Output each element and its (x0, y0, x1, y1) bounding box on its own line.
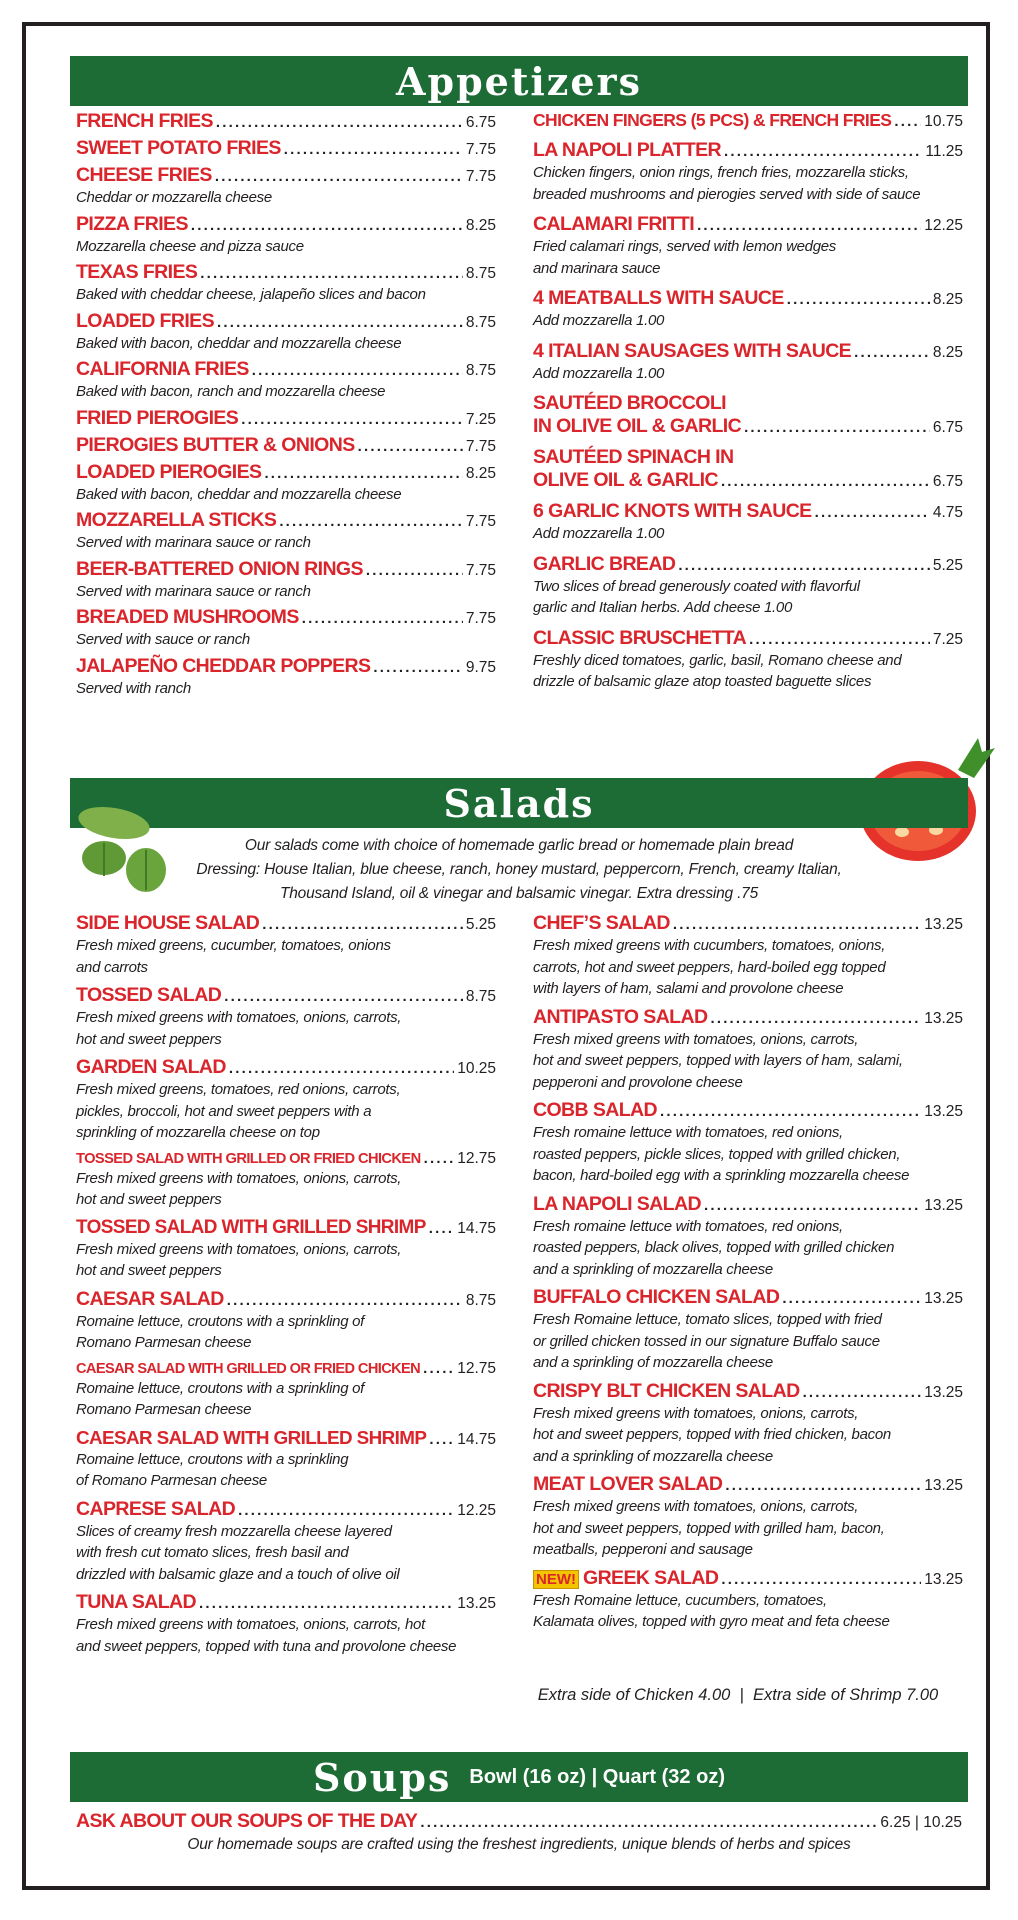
item-description: Fresh romaine lettuce with tomatoes, red onions, roasted peppers, pickle slices, topped with grilled chicken, bacon, hard-boiled egg with a sprinkling mozzarella cheese (533, 1124, 910, 1184)
dot-leader (724, 143, 922, 160)
menu-item (76, 110, 496, 133)
item-name: GREEK SALAD (583, 1566, 719, 1589)
dot-leader (262, 916, 463, 933)
item-name: 4 ITALIAN SAUSAGES WITH SAUCE (533, 339, 852, 362)
salads-title: Salads (443, 780, 595, 826)
item-description: Baked with bacon, ranch and mozzarella cheese (76, 383, 386, 400)
dot-leader (678, 557, 930, 574)
item-price: 13.25 (924, 1196, 963, 1214)
item-price: 6.75 (932, 473, 963, 490)
item-name: JALAPEÑO CHEDDAR POPPERS (76, 654, 371, 677)
item-price: 7.75 (465, 513, 496, 530)
item-name: CLASSIC BRUSCHETTA (533, 626, 747, 649)
dot-leader (241, 411, 463, 428)
item-description: Baked with bacon, cheddar and mozzarella cheese (76, 485, 402, 503)
item-name: TOSSED SALAD WITH GRILLED SHRIMP (76, 1216, 426, 1238)
item-description: Served with marinara sauce or ranch (76, 534, 311, 551)
item-description: Fresh mixed greens with tomatoes, onions, carrots, hot and sweet peppers, topped with fried chicken, bacon and a sprinkling of mozzarella cheese (533, 1404, 891, 1465)
item-name: LA NAPOLI PLATTER (533, 139, 722, 161)
menu-item (76, 461, 496, 506)
menu-item (76, 407, 496, 430)
menu-item (533, 287, 963, 332)
menu-item (533, 139, 963, 205)
item-description: Cheddar or mozzarella cheese (76, 189, 272, 206)
appetizers-title: Appetizers (396, 58, 642, 104)
dot-leader (673, 916, 921, 933)
dot-leader (710, 1010, 921, 1027)
item-name: CALAMARI FRITTI (533, 213, 695, 235)
menu-item (76, 1427, 496, 1492)
item-name: CAESAR SALAD (76, 1287, 224, 1310)
dot-leader (744, 419, 930, 436)
item-description: Chicken fingers, onion rings, french fries, mozzarella sticks, breaded mushrooms and pierogies served with side of sauce (533, 164, 921, 203)
menu-item (533, 340, 963, 385)
soup-price: 6.25 | 10.25 (880, 1814, 962, 1831)
item-price: 13.25 (924, 1383, 963, 1401)
menu-item (76, 984, 496, 1050)
item-price: 5.25 (932, 556, 963, 574)
dot-leader (725, 1477, 921, 1494)
dot-leader (894, 113, 921, 130)
item-name: 4 MEATBALLS WITH SAUCE (533, 287, 784, 309)
item-name: SWEET POTATO FRIES (76, 137, 281, 159)
item-description: Fresh mixed greens with tomatoes, onions, carrots, hot and sweet peppers, topped with tuna and provolone cheese (76, 1616, 457, 1655)
item-description: Mozzarella cheese and pizza sauce (76, 237, 304, 255)
dot-leader (721, 1571, 921, 1588)
item-description: Slices of creamy fresh mozzarella cheese layered with fresh cut tomato slices, fresh basil and drizzled with balsamic glaze and a touch of olive oil (76, 1522, 400, 1583)
dot-leader (215, 168, 463, 185)
dot-leader (199, 1595, 454, 1612)
item-name: CHEF’S SALAD (533, 912, 670, 934)
item-price: 7.75 (465, 168, 496, 185)
dot-leader (429, 1220, 454, 1237)
dot-leader (284, 141, 463, 158)
new-badge: NEW! (533, 1570, 579, 1589)
item-name: BUFFALO CHICKEN SALAD (533, 1286, 780, 1308)
dot-leader (787, 291, 930, 308)
menu-item (76, 606, 496, 651)
soups-item (76, 1810, 962, 1833)
menu-item (76, 261, 496, 306)
menu-item (76, 1288, 496, 1354)
item-description: Fried calamari rings, served with lemon wedges and marinara sauce (533, 238, 836, 277)
item-price: 12.75 (457, 1359, 496, 1377)
item-name: CAESAR SALAD WITH GRILLED OR FRIED CHICKEN (76, 1360, 421, 1377)
menu-item (76, 310, 496, 355)
item-description: Romaine lettuce, croutons with a sprinkling of Romano Parmesan cheese (76, 1379, 365, 1418)
menu-item (76, 912, 496, 978)
item-price: 13.25 (924, 1570, 963, 1588)
dot-leader (279, 513, 463, 530)
menu-item (533, 213, 963, 279)
item-description: Fresh mixed greens, cucumber, tomatoes, onions and carrots (76, 937, 391, 976)
item-description: Served with ranch (76, 679, 191, 697)
item-description: Freshly diced tomatoes, garlic, basil, Romano cheese and drizzle of balsamic glaze atop toasted baguette slices (533, 651, 902, 690)
dot-leader (854, 344, 930, 361)
item-price: 8.25 (465, 216, 496, 234)
item-name: CHICKEN FINGERS (5 PCS) & FRENCH FRIES (533, 110, 892, 130)
salads-intro-line-3: Thousand Island, oil & vinegar and balsamic vinegar. Extra dressing .75 (279, 885, 759, 902)
item-price: 8.75 (465, 313, 496, 331)
item-price: 7.75 (465, 141, 496, 158)
menu-item (533, 627, 963, 693)
dot-leader (229, 1060, 454, 1077)
salads-right-column (533, 912, 963, 1639)
item-price: 13.25 (924, 1103, 963, 1120)
dot-leader (803, 1384, 922, 1401)
item-description: Fresh Romaine lettuce, tomato slices, topped with fried or grilled chicken tossed in our signature Buffalo sauce and a sprinkling of mozzarella cheese (533, 1311, 882, 1371)
item-price: 6.75 (932, 419, 963, 436)
dot-leader (429, 1431, 454, 1448)
dot-leader (238, 1502, 454, 1519)
menu-item (533, 1380, 963, 1468)
item-price: 13.25 (924, 1009, 963, 1027)
item-price: 8.75 (465, 1291, 496, 1309)
dot-leader (782, 1290, 921, 1307)
dot-leader (373, 659, 462, 676)
menu-item (76, 1498, 496, 1586)
item-description: Fresh mixed greens with tomatoes, onions, carrots, hot and sweet peppers (76, 1240, 402, 1279)
dot-leader (358, 438, 463, 455)
item-name: FRIED PIEROGIES (76, 406, 239, 429)
item-price: 7.75 (465, 437, 496, 455)
menu-item (76, 509, 496, 554)
salads-intro (70, 834, 968, 906)
menu-item (533, 1473, 963, 1561)
dot-leader (216, 114, 463, 131)
item-price: 8.75 (465, 988, 496, 1005)
item-description: Fresh mixed greens with tomatoes, onions, carrots, hot and sweet peppers, topped with grilled ham, bacon, meatballs, pepperoni and sausage (533, 1498, 885, 1558)
item-price: 7.75 (465, 610, 496, 627)
item-price: 13.25 (457, 1595, 496, 1612)
item-price: 8.75 (465, 362, 496, 379)
menu-item (533, 110, 963, 131)
item-description: Fresh mixed greens with tomatoes, onions, carrots, hot and sweet peppers, topped with layers of ham, salami, pepperoni and provolone cheese (533, 1030, 903, 1091)
menu-item (533, 1286, 963, 1374)
menu-item (533, 1006, 963, 1094)
dot-leader (423, 1360, 454, 1377)
item-price: 12.25 (457, 1501, 496, 1519)
item-description: Baked with cheddar cheese, jalapeño slices and bacon (76, 286, 426, 303)
appetizers-right-column (533, 110, 963, 701)
item-name: GARLIC BREAD (533, 552, 676, 575)
dot-leader (815, 504, 930, 521)
menu-item (76, 558, 496, 603)
item-price: 10.25 (457, 1060, 496, 1077)
item-price: 7.25 (932, 630, 963, 648)
dot-leader (217, 314, 463, 331)
item-price: 4.75 (932, 504, 963, 521)
dot-leader (200, 265, 463, 282)
item-description: Add mozzarella 1.00 (533, 525, 665, 542)
item-description: Fresh Romaine lettuce, cucumbers, tomatoes, Kalamata olives, topped with gyro meat and feta cheese (533, 1591, 890, 1630)
item-description: Romaine lettuce, croutons with a sprinkling of Romano Parmesan cheese (76, 1312, 365, 1351)
dot-leader (252, 362, 463, 379)
item-description: Add mozzarella 1.00 (533, 312, 665, 329)
item-price: 9.75 (465, 658, 496, 676)
item-description: Romaine lettuce, croutons with a sprinkling of Romano Parmesan cheese (76, 1450, 349, 1489)
item-description: Two slices of bread generously coated with flavorful garlic and Italian herbs. Add cheese 1.00 (533, 577, 860, 616)
menu-item (76, 358, 496, 403)
item-description: Fresh mixed greens with tomatoes, onions, carrots, hot and sweet peppers (76, 1009, 402, 1048)
item-name: 6 GARLIC KNOTS WITH SAUCE (533, 500, 812, 522)
item-description: Served with sauce or ranch (76, 631, 250, 648)
item-name: GARDEN SALAD (76, 1056, 226, 1078)
item-price: 12.75 (457, 1149, 496, 1167)
item-name: BREADED MUSHROOMS (76, 606, 299, 628)
menu-item (533, 1099, 963, 1187)
item-price: 13.25 (924, 1477, 963, 1494)
salad-extras: Extra side of Chicken 4.00 | Extra side of Shrimp 7.00 (537, 1686, 939, 1704)
item-description: Baked with bacon, cheddar and mozzarella cheese (76, 334, 402, 352)
menu-item (76, 1150, 496, 1211)
dot-leader (749, 631, 930, 648)
dot-leader (420, 1814, 877, 1831)
soups-title: Soups (312, 1754, 452, 1800)
menu-item (533, 446, 963, 492)
item-price: 7.75 (465, 561, 496, 579)
appetizers-left-column (76, 110, 496, 703)
dot-leader (302, 610, 463, 627)
item-name: COBB SALAD (533, 1099, 657, 1121)
item-price: 8.25 (465, 464, 496, 482)
salads-banner (70, 778, 968, 828)
dot-leader (264, 465, 462, 482)
salads-intro-line-2: Dressing: House Italian, blue cheese, ranch, honey mustard, peppercorn, French, creamy Italian, (196, 861, 842, 878)
menu-item (533, 1193, 963, 1281)
item-description: Served with marinara sauce or ranch (76, 582, 311, 600)
dot-leader (697, 217, 921, 234)
menu-item (533, 392, 963, 438)
item-price: 8.25 (932, 343, 963, 361)
item-name: MOZZARELLA STICKS (76, 509, 277, 531)
dot-leader (721, 473, 930, 490)
item-name: TOSSED SALAD (76, 984, 222, 1006)
item-price: 14.75 (457, 1219, 496, 1237)
soup-name: ASK ABOUT OUR SOUPS OF THE DAY (76, 1810, 418, 1832)
item-price: 10.75 (924, 113, 963, 130)
item-description: Fresh mixed greens, tomatoes, red onions, carrots, pickles, broccoli, hot and sweet peppers with a sprinkling of mozzarella cheese on top (76, 1081, 401, 1141)
item-price: 13.25 (924, 1290, 963, 1307)
item-name: SAUTÉED BROCCOLI (533, 392, 726, 414)
item-name: IN OLIVE OIL & GARLIC (533, 415, 742, 437)
item-price: 5.25 (465, 916, 496, 933)
dot-leader (424, 1150, 455, 1167)
item-name: LOADED PIEROGIES (76, 460, 262, 483)
item-price: 13.25 (924, 916, 963, 933)
menu-item (76, 1056, 496, 1144)
item-price: 6.75 (465, 114, 496, 131)
item-description: Fresh mixed greens with cucumbers, tomatoes, onions, carrots, hot and sweet peppers, hard-boiled egg topped with layers of ham, salami and provolone cheese (533, 937, 886, 997)
item-name: SAUTÉED SPINACH IN (533, 446, 734, 468)
salads-intro-line-1: Our salads come with choice of homemade garlic bread or homemade plain bread (244, 837, 794, 854)
item-description: Fresh romaine lettuce with tomatoes, red onions, roasted peppers, black olives, topped with grilled chicken and a sprinkling of mozzarella cheese (533, 1217, 895, 1278)
item-price: 14.75 (457, 1430, 496, 1448)
item-name: TOSSED SALAD WITH GRILLED OR FRIED CHICKEN (76, 1150, 421, 1167)
item-name: CRISPY BLT CHICKEN SALAD (533, 1379, 800, 1402)
menu-item (76, 655, 496, 700)
soups-banner (70, 1752, 968, 1802)
menu-item (76, 1217, 496, 1282)
menu-item (533, 500, 963, 545)
dot-leader (191, 217, 463, 234)
item-name: ANTIPASTO SALAD (533, 1005, 708, 1028)
item-price: 8.25 (932, 291, 963, 308)
item-description: Add mozzarella 1.00 (533, 364, 665, 382)
menu-item (533, 1567, 963, 1633)
dot-leader (366, 562, 463, 579)
item-price: 11.25 (925, 143, 963, 160)
item-name: FRENCH FRIES (76, 110, 213, 132)
item-name: TUNA SALAD (76, 1591, 197, 1613)
soups-note: Our homemade soups are crafted using the freshest ingredients, unique blends of herbs and spices (187, 1836, 851, 1853)
item-description: Fresh mixed greens with tomatoes, onions, carrots, hot and sweet peppers (76, 1169, 402, 1208)
menu-item (76, 1360, 496, 1421)
item-name: SIDE HOUSE SALAD (76, 912, 260, 934)
item-name: CAPRESE SALAD (76, 1497, 236, 1520)
dot-leader (704, 1197, 921, 1214)
menu-item (76, 164, 496, 209)
menu-item (533, 553, 963, 619)
item-price: 12.25 (924, 217, 963, 234)
salads-left-column (76, 912, 496, 1663)
item-name: BEER-BATTERED ONION RINGS (76, 557, 363, 580)
dot-leader (224, 988, 463, 1005)
item-name: OLIVE OIL & GARLIC (533, 469, 718, 491)
item-price: 7.25 (465, 410, 496, 428)
menu-item (76, 1591, 496, 1657)
item-price: 8.75 (465, 265, 496, 282)
item-name: MEAT LOVER SALAD (533, 1473, 723, 1495)
dot-leader (227, 1292, 463, 1309)
item-name: PIEROGIES BUTTER & ONIONS (76, 433, 355, 456)
menu-item (533, 912, 963, 1000)
item-name: CHEESE FRIES (76, 164, 212, 186)
item-name: PIZZA FRIES (76, 212, 188, 235)
menu-item (76, 137, 496, 160)
item-name: CALIFORNIA FRIES (76, 358, 249, 380)
soups-subtitle: Bowl (16 oz) | Quart (32 oz) (469, 1765, 725, 1788)
item-name: TEXAS FRIES (76, 261, 198, 283)
menu-item (76, 213, 496, 258)
item-name: LA NAPOLI SALAD (533, 1192, 701, 1215)
item-name: CAESAR SALAD WITH GRILLED SHRIMP (76, 1426, 427, 1448)
appetizers-banner (70, 56, 968, 106)
dot-leader (660, 1103, 921, 1120)
item-name: LOADED FRIES (76, 309, 214, 332)
menu-item (76, 434, 496, 457)
